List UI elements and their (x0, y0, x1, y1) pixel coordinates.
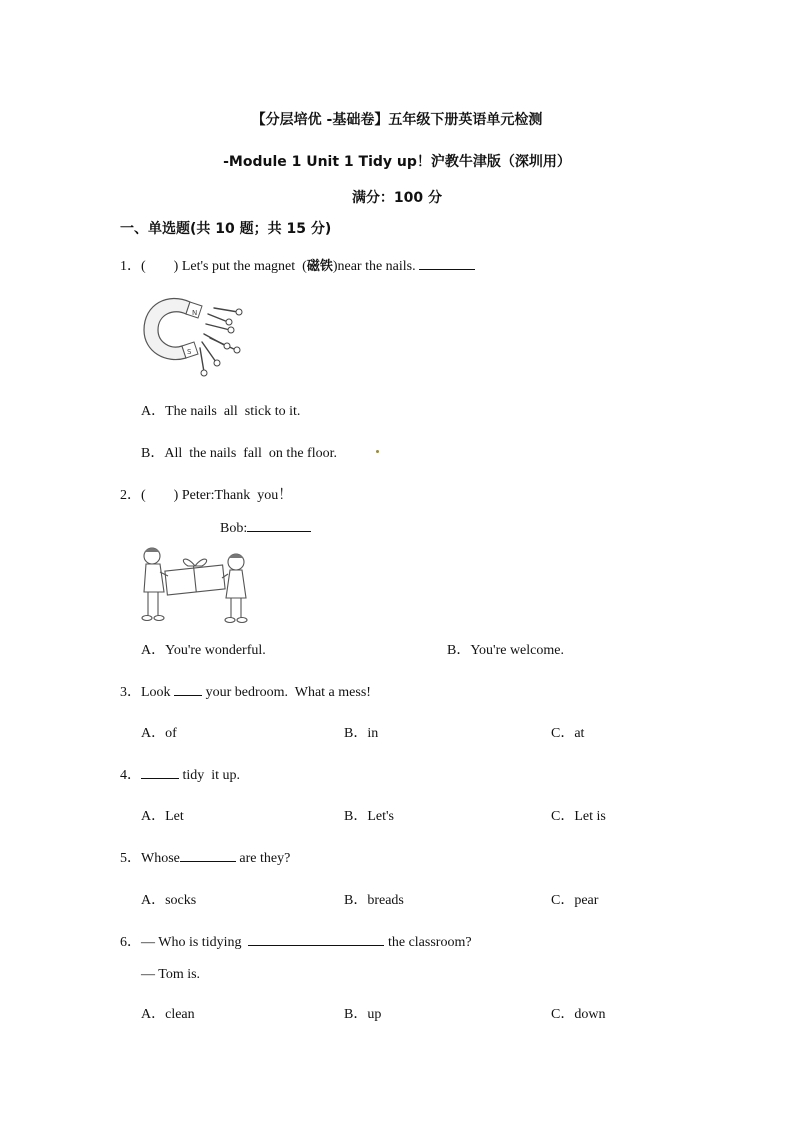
question-5-option-c[interactable]: C．pear (551, 893, 599, 908)
question-number: 6． (120, 935, 141, 950)
question-number: 1． (120, 259, 141, 274)
total-score: 满分：100 分 (351, 190, 443, 206)
question-3-stem (120, 681, 371, 701)
question-5-stem (120, 847, 290, 867)
question-1-stem (120, 255, 475, 275)
question-text: ( ) Peter:Thank you！ (141, 488, 293, 503)
question-6-option-b[interactable]: B．up (344, 1007, 382, 1022)
question-4-option-b[interactable]: B．Let's (344, 809, 394, 824)
answer-blank[interactable] (247, 519, 311, 532)
question-text-cjk: 磁铁 (306, 259, 333, 274)
question-5-option-a[interactable]: A．socks (141, 893, 197, 908)
question-text: Whose (141, 851, 180, 866)
answer-blank[interactable] (248, 933, 384, 946)
question-text: )near the nails. (332, 259, 420, 274)
question-5-option-b[interactable]: B．breads (344, 893, 404, 908)
question-3-option-b[interactable]: B．in (344, 726, 379, 741)
question-4-option-a[interactable]: A．Let (141, 809, 184, 824)
question-3-option-a[interactable]: A．of (141, 726, 177, 741)
question-text: tidy it up. (179, 768, 241, 783)
question-text: — Who is tidying (141, 935, 249, 950)
kids-gift-illustration (138, 544, 250, 626)
answer-blank[interactable] (419, 257, 475, 270)
worksheet-title: 【分层培优 -基础卷】五年级下册英语单元检测 (251, 112, 543, 128)
question-4-option-c[interactable]: C．Let is (551, 809, 606, 824)
question-2-option-a[interactable]: A．You're wonderful. (141, 643, 266, 658)
question-1-option-a[interactable]: A．The nails all stick to it. (141, 404, 301, 419)
section-heading-multiple-choice: 一、单选题(共 10 题；共 15 分) (120, 221, 332, 237)
question-4-stem (120, 764, 240, 784)
question-text: are they? (235, 851, 291, 866)
question-number: 3． (120, 685, 141, 700)
question-2-option-b[interactable]: B．You're welcome. (447, 643, 564, 658)
answer-blank[interactable] (174, 683, 202, 696)
question-1-option-b[interactable]: B．All the nails fall on the floor. (141, 446, 337, 461)
question-text: ( ) Let's put the magnet ( (141, 259, 307, 274)
worksheet-subtitle: -Module 1 Unit 1 Tidy up！沪教牛津版（深圳用） (223, 154, 571, 170)
svg-text:S: S (187, 348, 192, 356)
question-6-reply: — Tom is. (141, 967, 201, 982)
svg-text:N: N (192, 309, 198, 317)
question-number: 2． (120, 488, 141, 503)
reply-speaker: Bob: (220, 521, 248, 536)
stray-dot (376, 450, 379, 453)
question-3-option-c[interactable]: C．at (551, 726, 585, 741)
question-number: 5． (120, 851, 141, 866)
answer-blank[interactable] (180, 849, 236, 862)
question-text: the classroom? (384, 935, 472, 950)
answer-blank[interactable] (141, 766, 179, 779)
question-6-option-a[interactable]: A．clean (141, 1007, 195, 1022)
question-2-stem (120, 484, 292, 504)
question-text: your bedroom. What a mess! (202, 685, 371, 700)
magnet-illustration (138, 288, 248, 380)
question-6-option-c[interactable]: C．down (551, 1007, 606, 1022)
question-text: Look (141, 685, 175, 700)
question-6-stem (120, 931, 472, 951)
question-2-reply (220, 519, 311, 537)
question-number: 4． (120, 768, 141, 783)
